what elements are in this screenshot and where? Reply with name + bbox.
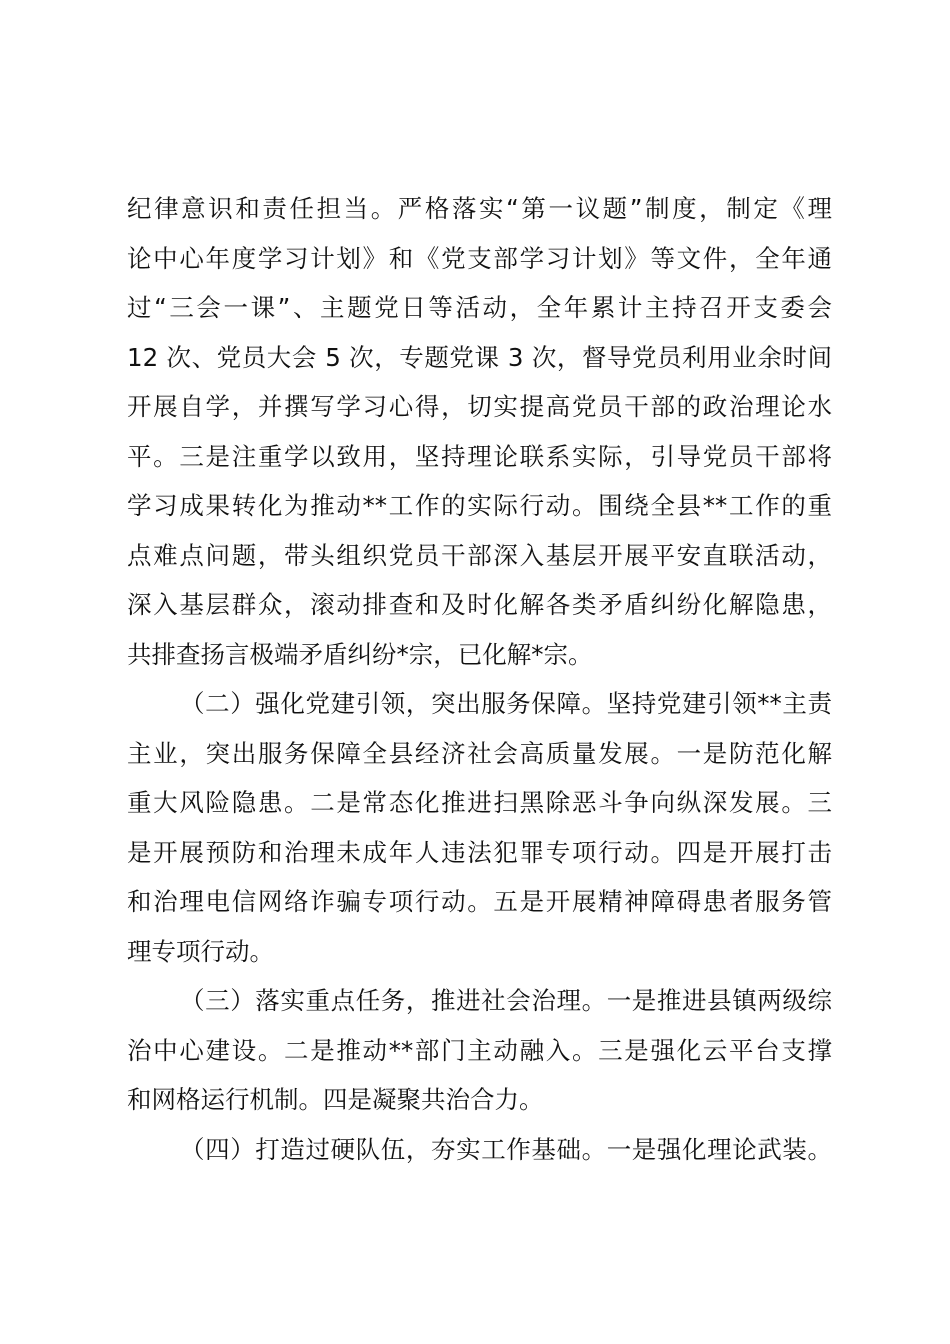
text-line: 论中心年度学习计划》和《党支部学习计划》等文件，全年通 (127, 243, 832, 273)
text-line: 过“三会一课”、主题党日等活动，全年累计主持召开支委会 (127, 293, 832, 322)
text-line: 点难点问题，带头组织党员干部深入基层开展平安直联活动， (127, 540, 832, 570)
paragraph-heading-line: （二）强化党建引领，突出服务保障。坚持党建引领**主责 (180, 689, 832, 718)
text-line: 是开展预防和治理未成年人违法犯罪专项行动。四是开展打击 (127, 837, 832, 867)
text-line: 理专项行动。 (127, 936, 274, 966)
text-line: 学习成果转化为推动**工作的实际行动。围绕全县**工作的重 (127, 491, 832, 520)
text-line: 和治理电信网络诈骗专项行动。五是开展精神障碍患者服务管 (127, 887, 832, 916)
text-line: 深入基层群众，滚动排查和及时化解各类矛盾纠纷化解隐患， (127, 590, 832, 619)
text-line: 12 次、党员大会 5 次，专题党课 3 次，督导党员利用业余时间 (127, 342, 832, 372)
text-line: 重大风险隐患。二是常态化推进扫黑除恶斗争向纵深发展。三 (127, 788, 832, 817)
text-line: 共排查扬言极端矛盾纠纷*宗，已化解*宗。 (127, 639, 593, 669)
paragraph-heading-line: （三）落实重点任务，推进社会治理。一是推进县镇两级综 (180, 986, 832, 1015)
text-line: 主业，突出服务保障全县经济社会高质量发展。一是防范化解 (127, 738, 832, 768)
text-line: 纪律意识和责任担当。严格落实“第一议题”制度，制定《理 (127, 194, 832, 223)
text-line: 平。三是注重学以致用，坚持理论联系实际，引导党员干部将 (127, 441, 832, 471)
text-line: 治中心建设。二是推动**部门主动融入。三是强化云平台支撑 (127, 1035, 832, 1065)
paragraph-heading-line: （四）打造过硬队伍，夯实工作基础。一是强化理论武装。 (180, 1134, 832, 1164)
text-line: 开展自学，并撰写学习心得，切实提高党员干部的政治理论水 (127, 392, 832, 421)
text-line: 和网格运行机制。四是凝聚共治合力。 (127, 1085, 544, 1114)
document-body (127, 184, 832, 1174)
